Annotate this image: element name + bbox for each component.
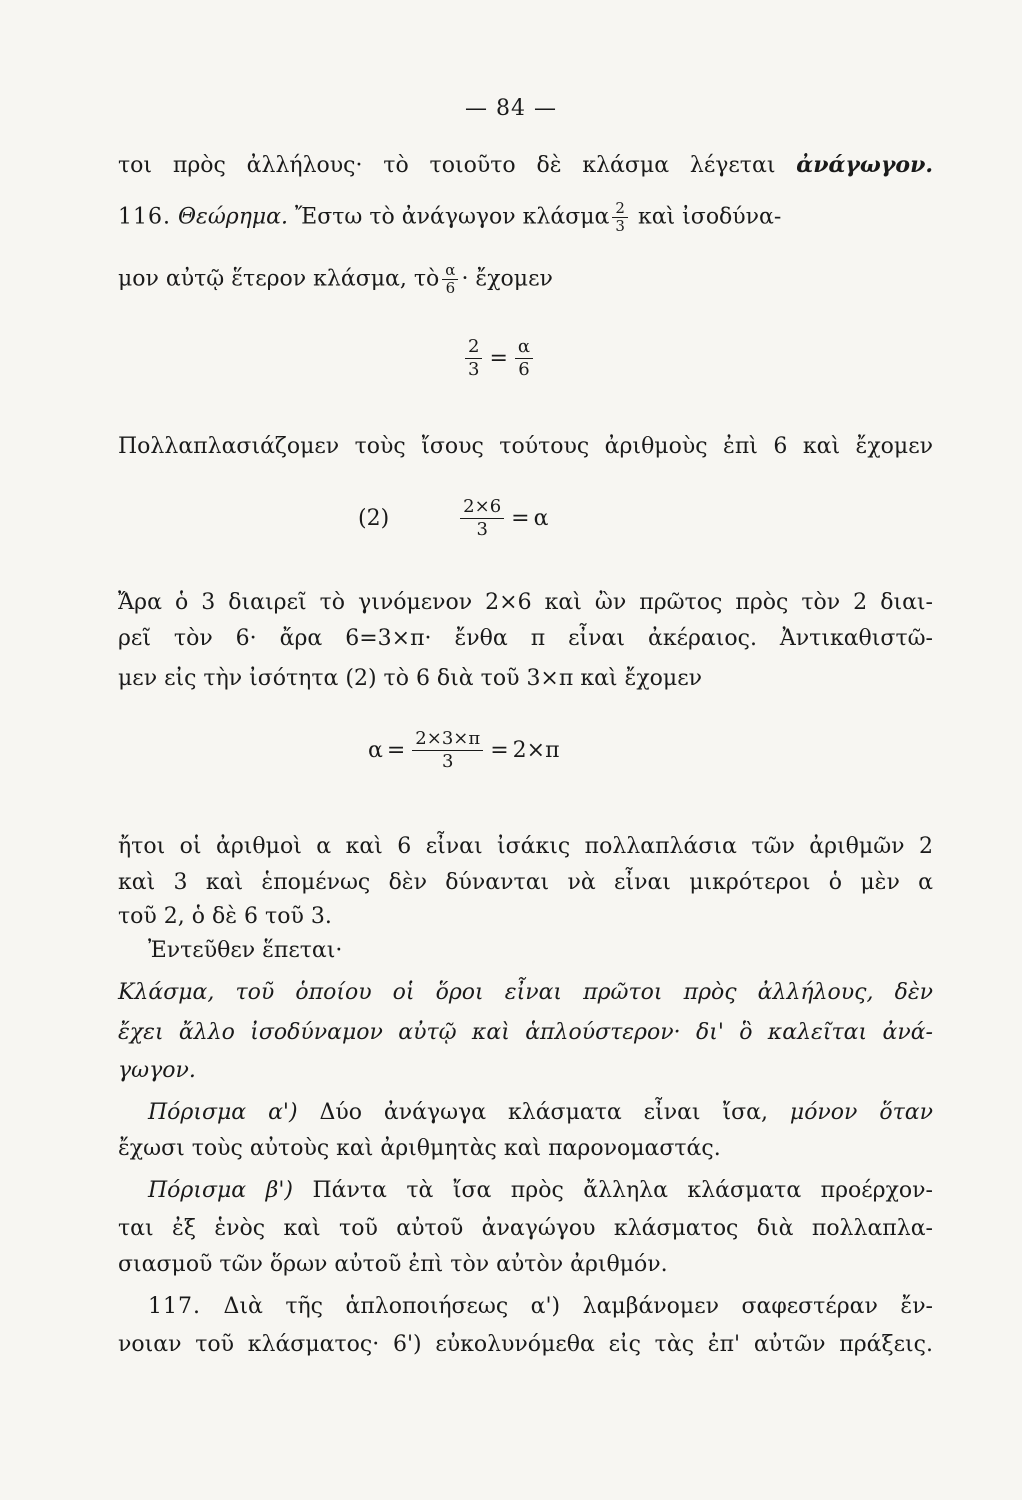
section-number-117: 117. — [148, 1294, 201, 1319]
equation-3 — [368, 728, 560, 773]
equation-2 — [358, 496, 548, 541]
corollary-b-label: Πόρισμα β') — [148, 1178, 293, 1203]
text-line-11: Ἐντεῦθεν ἕπεται· — [148, 938, 343, 963]
equals-sign: = — [386, 738, 406, 763]
text-line-21: νοιαν τοῦ κλάσματος· 6') εὐκολυνόμεθα εἰς τὰς ἐπ' αὐτῶν πράξεις. — [118, 1332, 933, 1357]
eq2-fraction — [460, 496, 504, 541]
text-line-2-body: Ἔστω τὸ ἀνάγωγον κλάσμα — [288, 204, 610, 230]
text-line-16: ἔχωσι τοὺς αὐτοὺς καὶ ἀριθμητὰς καὶ παρονομαστάς. — [118, 1136, 721, 1161]
fraction-denominator: 3 — [615, 217, 625, 235]
eq2-right: α — [533, 506, 549, 531]
text-line-15-emphasis: μόνον ὅταν — [789, 1100, 933, 1125]
page-number: — 84 — — [465, 96, 557, 121]
text-line-14: γωγον. — [118, 1058, 196, 1083]
text-line-17-body: Πάντα τὰ ἴσα πρὸς ἄλληλα κλάσματα προέρχον- — [292, 1178, 933, 1203]
fraction-numerator: 2×6 — [460, 496, 504, 519]
fraction-denominator: 6 — [518, 359, 530, 380]
fraction-numerator: 2×3×π — [412, 728, 483, 751]
text-line-13: ἔχει ἄλλο ἰσοδύναμον αὐτῷ καὶ ἁπλούστερον· δι' ὃ καλεῖται ἀνά- — [118, 1020, 933, 1045]
eq1-left-fraction — [465, 336, 482, 381]
text-line-8: ἤτοι οἱ ἀριθμοὶ α καὶ 6 εἶναι ἰσάκις πολλαπλάσια τῶν ἀριθμῶν 2 — [118, 834, 933, 859]
section-number-116: 116. — [118, 204, 171, 230]
text-line-19: σιασμοῦ τῶν ὅρων αὐτοῦ ἐπὶ τὸν αὐτὸν ἀριθμόν. — [118, 1252, 668, 1277]
fraction-numerator: α — [515, 336, 533, 359]
eq1-right-fraction — [515, 336, 533, 381]
text-line-17 — [148, 1176, 933, 1206]
equals-sign: = — [511, 506, 530, 531]
text-line-9: καὶ 3 καὶ ἑπομένως δὲν δύνανται νὰ εἶναι μικρότεροι ὁ μὲν α — [118, 870, 933, 895]
text-line-1 — [118, 150, 933, 181]
text-line-2 — [118, 200, 933, 235]
corollary-a-label: Πόρισμα α') — [148, 1100, 298, 1125]
equation-label: (2) — [358, 506, 390, 531]
text-line-18: ται ἐξ ἑνὸς καὶ τοῦ αὐτοῦ ἀναγώγου κλάσματος διὰ πολλαπλα- — [118, 1216, 933, 1241]
equals-sign: = — [489, 346, 508, 371]
text-line-7: μεν εἰς τὴν ἰσότητα (2) τὸ 6 διὰ τοῦ 3×π καὶ ἔχομεν — [118, 666, 702, 691]
text-line-5: Ἄρα ὁ 3 διαιρεῖ τὸ γινόμενον 2×6 καὶ ὢν πρῶτος πρὸς τὸν 2 διαι- — [118, 590, 933, 615]
text-line-15 — [148, 1098, 933, 1128]
fraction-alpha-six — [442, 262, 458, 297]
fraction-denominator: 3 — [476, 519, 488, 540]
text-line-3 — [118, 262, 933, 297]
text-line-3-body: μον αὐτῷ ἕτερον κλάσμα, τὸ — [118, 266, 440, 292]
text-line-12: Κλάσμα, τοῦ ὁποίου οἱ ὅροι εἶναι πρῶτοι πρὸς ἀλλήλους, δὲν — [118, 980, 933, 1005]
fraction-numerator: 2 — [612, 200, 628, 218]
eq3-left: α — [368, 738, 383, 763]
text-line-20 — [148, 1292, 933, 1322]
text-line-6: ρεῖ τὸν 6· ἄρα 6=3×π· ἔνθα π εἶναι ἀκέραιος. Ἀντικαθιστῶ- — [118, 626, 933, 651]
fraction-denominator: 3 — [442, 751, 454, 772]
text-line-1-a: τοι πρὸς ἀλλήλους· τὸ τοιοῦτο δὲ κλάσμα λέγεται — [118, 153, 797, 178]
text-line-3-tail: · ἔχομεν — [461, 266, 553, 292]
fraction-two-thirds — [612, 200, 628, 235]
fraction-denominator: 6 — [445, 279, 456, 297]
text-line-15-body: Δύο ἀνάγωγα κλάσματα εἶναι ἴσα, — [297, 1100, 790, 1125]
theorem-label: Θεώρημα. — [177, 204, 289, 230]
fraction-numerator: 2 — [465, 336, 482, 359]
fraction-denominator: 3 — [468, 359, 480, 380]
text-line-4: Πολλαπλασιάζομεν τοὺς ἴσους τούτους ἀριθμοὺς ἐπὶ 6 καὶ ἔχομεν — [118, 434, 933, 459]
text-line-2-tail: καὶ ἰσοδύνα- — [630, 204, 782, 230]
text-line-20-body: Διὰ τῆς ἁπλοποιήσεως α') λαμβάνομεν σαφεστέραν ἔν- — [200, 1294, 933, 1319]
eq3-fraction — [412, 728, 483, 773]
fraction-numerator: α — [442, 262, 458, 280]
equals-sign: = — [490, 738, 509, 763]
term-anagogon: ἀνάγωγον. — [796, 152, 933, 178]
text-line-10: τοῦ 2, ὁ δὲ 6 τοῦ 3. — [118, 904, 332, 929]
eq3-right: 2×π — [512, 738, 560, 763]
equation-1 — [462, 336, 536, 381]
